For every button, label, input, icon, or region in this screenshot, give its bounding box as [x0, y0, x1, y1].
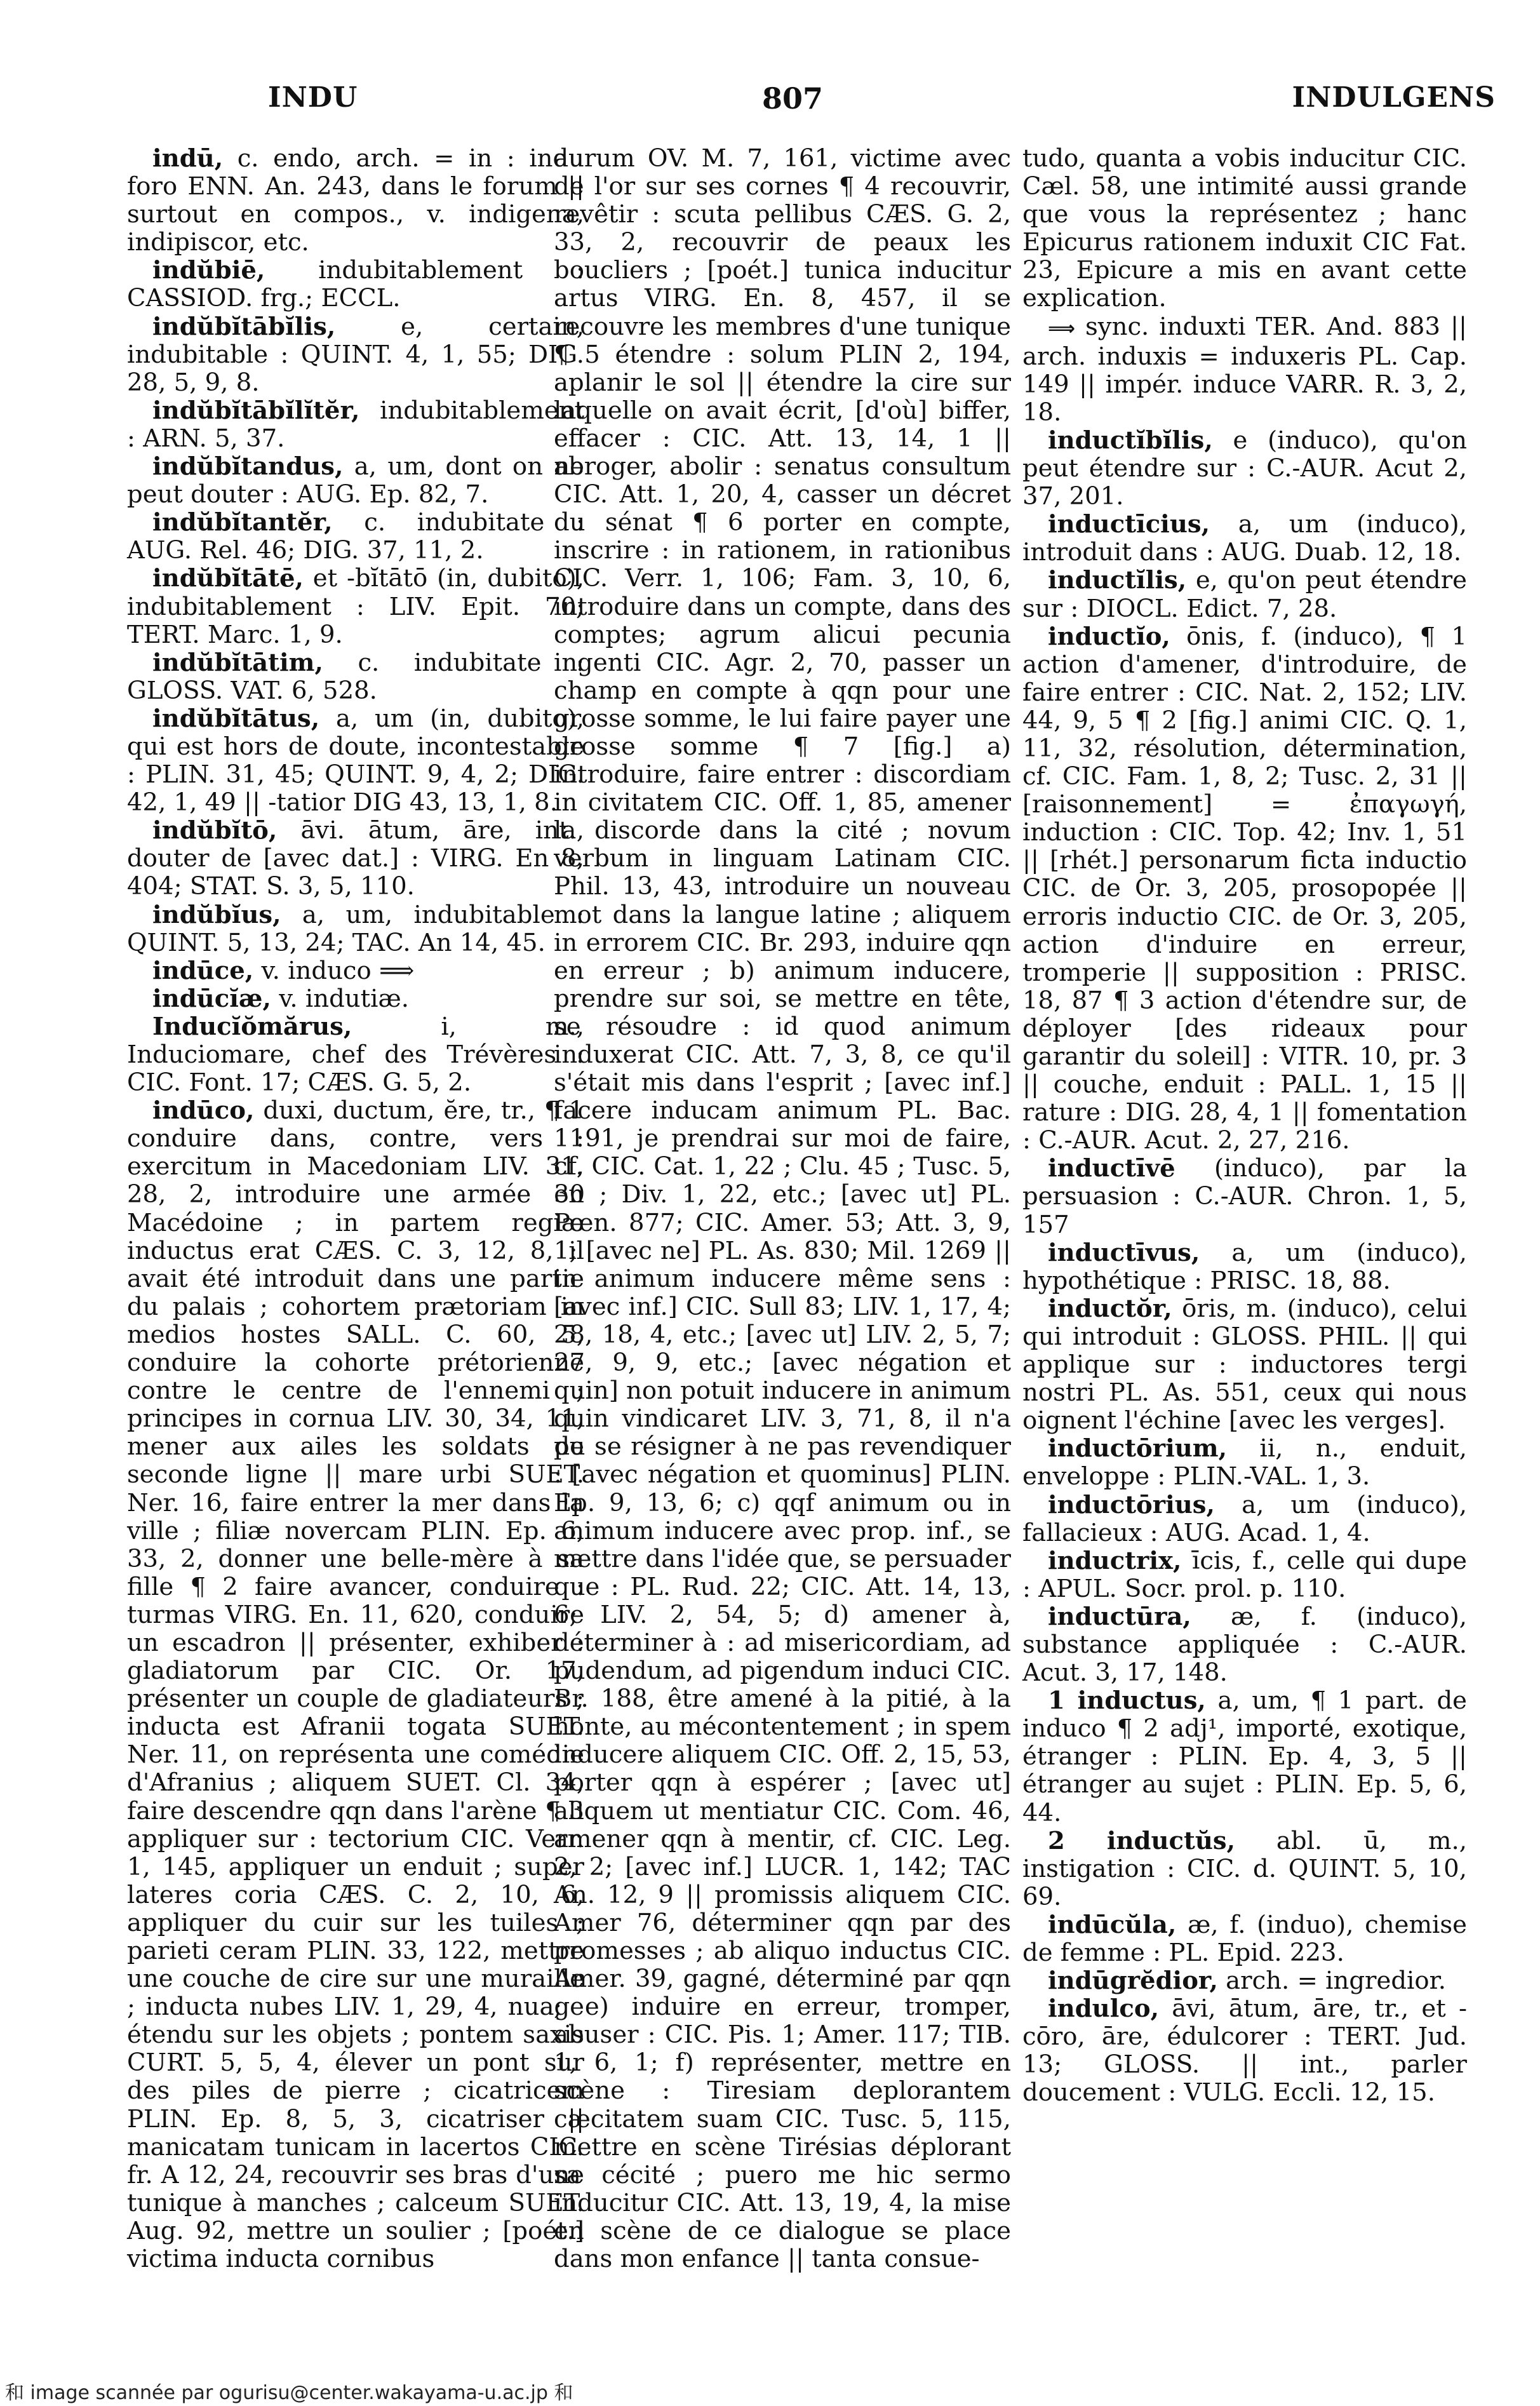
entry-body: aurum OV. M. 7, 161, victime avec de l'or sur ses cornes ¶ 4 recouvrir, revêtir : scuta pellibus CÆS. G. 2, 33, 2, recouvrir de peaux les boucliers ; [poét.] tunica inducitur artus VIRG. En. 8, 457, il se recouvre les membres d'une tunique ¶ 5 étendre : solum PLIN 2, 194, aplanir le sol || étendre la cire sur laquelle on avait écrit, [d'où] biffer, effacer : CIC. Att. 13, 14, 1 || abroger, abolir : senatus consultum CIC. Att. 1, 20, 4, casser un décret du sénat ¶ 6 porter en compte, inscrire : in rationem, in rationibus CIC. Verr. 1, 106; Fam. 3, 10, 6, introduire dans un compte, dans des comptes; agrum alicui pecunia ingenti CIC. Agr. 2, 70, passer un champ en compte à qqn pour une grosse somme, le lui faire payer une grosse somme ¶ 7 [fig.] a) introduire, faire entrer : discordiam in civitatem CIC. Off. 1, 85, amener la discorde dans la cité ; novum verbum in linguam Latinam CIC. Phil. 13, 43, introduire un nouveau mot dans la langue latine ; aliquem in errorem CIC. Br. 293, induire qqn en erreur ; b) animum inducere, prendre sur soi, se mettre en tête, se résoudre : id quod animum induxerat CIC. Att. 7, 3, 8, ce qu'il s'était mis dans l'esprit ; [avec inf.] facere inducam animum PL. Bac. 1191, je prendrai sur moi de faire, cf. CIC. Cat. 1, 22 ; Clu. 45 ; Tusc. 5, 30 ; Div. 1, 22, etc.; [avec ut] PL. Pœn. 877; CIC. Amer. 53; Att. 3, 9, 1; [avec ne] PL. As. 830; Mil. 1269 || in animum inducere même sens : [avec inf.] CIC. Sull 83; LIV. 1, 17, 4; 28, 18, 4, etc.; [avec ut] LIV. 2, 5, 7; 27, 9, 9, etc.; [avec négation et quin] non potuit inducere in animum quin vindicaret LIV. 3, 71, 8, il n'a pu se résigner à ne pas revendiquer : [avec négation et quominus] PLIN. Ep. 9, 13, 6; c) qqf animum ou in animum inducere avec prop. inf., se mettre dans l'idée que, se persuader que : PL. Rud. 22; CIC. Att. 14, 13, 6; LIV. 2, 54, 5; d) amener à, déterminer à : ad misericordiam, ad pudendum, ad pigendum induci CIC. Br. 188, être amené à la pitié, à la honte, au mécontentement ; in spem inducere aliquem CIC. Off. 2, 15, 53, porter qqn à espérer ; [avec ut] aliquem ut mentiatur CIC. Com. 46, amener qqn à mentir, cf. CIC. Leg. 2, 2; [avec inf.] LUCR. 1, 142; TAC An. 12, 9 || promissis aliquem CIC. Amer 76, déterminer qqn par des promesses ; ab aliquo inductus CIC. Amer. 39, gagné, déterminé par qqn ; e) induire en erreur, tromper, abuser : CIC. Pis. 1; Amer. 117; TIB. 1, 6, 1; f) représenter, mettre en scène : Tiresiam deplorantem cæcitatem suam CIC. Tusc. 5, 115, mettre en scène Tirésias déplorant sa cécité ; puero me hic sermo inducitur CIC. Att. 13, 19, 4, la mise en scène de ce dialogue se place dans mon enfance || tanta consue- — [554, 144, 1011, 2274]
dictionary-entry-continuation — [554, 145, 1011, 2273]
dictionary-entry — [1022, 1967, 1467, 1995]
dictionary-entry — [1022, 1155, 1467, 1239]
entry-body: indubitablement : ARN. 5, 37. — [127, 396, 584, 453]
headword: indūcŭla, — [1048, 1910, 1177, 1939]
dictionary-entry — [127, 1097, 584, 2273]
dictionary-entry — [127, 901, 584, 957]
entry-body: v. indutiæ. — [279, 984, 410, 1013]
headword: indŭbĭtō, — [152, 816, 278, 845]
headword: indŭbĭtātē, — [152, 564, 304, 593]
dictionary-entry — [127, 985, 584, 1013]
entry-body: īcis, f., celle qui dupe : APUL. Socr. prol. p. 110. — [1022, 1546, 1467, 1603]
entry-body: āvi. ātum, āre, int., douter de [avec dat.] : VIRG. En 8, 404; STAT. S. 3, 5, 110. — [127, 816, 585, 901]
dictionary-entry — [127, 509, 584, 565]
page-number: 807 — [762, 81, 824, 116]
scan-mark-right: 和 — [554, 2382, 573, 2404]
dictionary-entry — [1022, 1239, 1467, 1295]
dictionary-entry — [127, 705, 584, 817]
headword: Inducĭŏmărus, — [152, 1012, 352, 1041]
entry-body: a, um, ¶ 1 part. de induco ¶ 2 adj¹, importé, exotique, étranger : PLIN. Ep. 4, 3, 5 || étranger au sujet : PLIN. Ep. 5, 6, 44. — [1022, 1686, 1467, 1827]
running-header — [127, 81, 1496, 126]
entry-body: e (induco), qu'on peut étendre sur : C.-AUR. Acut 2, 37, 201. — [1022, 426, 1467, 511]
entry-body: c. indubitate : GLOSS. VAT. 6, 528. — [127, 648, 584, 705]
arrow-icon: ⟹ — [1048, 317, 1076, 340]
entry-body: (induco), par la persuasion : C.-AUR. Chron. 1, 5, 157 — [1022, 1154, 1467, 1239]
entry-body: a, um, dont on ne peut douter : AUG. Ep. 82, 7. — [127, 452, 584, 509]
headword: inductīvus, — [1048, 1238, 1200, 1267]
headword: inductĭo, — [1048, 622, 1170, 651]
dictionary-entry — [127, 565, 584, 649]
dictionary-entry — [1022, 1547, 1467, 1603]
headword: indŭbĭtābĭlis, — [152, 312, 336, 341]
headword: inductĭlis, — [1048, 566, 1187, 595]
headword: indŭbĭtābĭlĭtĕr, — [152, 396, 360, 425]
entry-body: a, um (in, dubito), qui est hors de doute, incontestable : PLIN. 31, 45; QUINT. 9, 4, 2; DIG. 42, 1, 49 || -tatior DIG 43, 13, 1, 8. — [127, 704, 584, 817]
entry-body: indubitablement : CASSIOD. frg.; ECCL. — [127, 256, 584, 313]
headword: indūce, — [152, 956, 254, 985]
entry-body: ōris, m. (induco), celui qui introduit : GLOSS. PHIL. || qui applique sur : inductores tergi nostri PL. As. 551, ceux qui nous oignent l'échine [avec les verges]. — [1022, 1294, 1467, 1435]
headword: indŭbĭtantĕr, — [152, 508, 333, 537]
headword: inductrix, — [1048, 1546, 1182, 1575]
entry-body: a, um (induco), hypothétique : PRISC. 18, 88. — [1022, 1238, 1468, 1295]
entry-body: i, m., Induciomare, chef des Trévères : CIC. Font. 17; CÆS. G. 5, 2. — [127, 1012, 584, 1098]
entry-body: c. indubitate : AUG. Rel. 46; DIG. 37, 11, 2. — [127, 508, 584, 565]
entry-body: abl. ū, m., instigation : CIC. d. QUINT. 5, 10, 69. — [1022, 1826, 1467, 1911]
entry-body: æ, f. (induo), chemise de femme : PL. Epid. 223. — [1022, 1910, 1467, 1967]
entry-body: et -bĭtātō (in, dubito), indubitablement : LIV. Epit. 70; TERT. Marc. 1, 9. — [127, 564, 584, 649]
headword: indŭbĭtātim, — [152, 648, 323, 677]
dictionary-entry — [127, 397, 584, 453]
entry-body: arch. = ingredior. — [1226, 1966, 1447, 1996]
dictionary-entry-continuation — [1022, 145, 1467, 313]
headword: indū, — [152, 144, 224, 173]
column-3 — [1022, 145, 1467, 2107]
headword: indŭbiē, — [152, 256, 265, 285]
dictionary-entry — [1022, 313, 1467, 427]
dictionary-entry — [127, 957, 584, 985]
column-1 — [127, 145, 584, 2273]
entry-body: duxi, ductum, ĕre, tr., ¶ 1 conduire dans, contre, vers : exercitum in Macedoniam LIV. 31, 28, 2, introduire une armée en Macédoine ; in partem regiæ inductus erat CÆS. C. 3, 12, 8, il avait été introduit dans une partie du palais ; cohortem prætoriam in medios hostes SALL. C. 60, 5, conduire la cohorte prétorienne contre le centre de l'ennemi ; principes in cornua LIV. 30, 34, 11, mener aux ailes les soldats de seconde ligne || mare urbi SUET. Ner. 16, faire entrer la mer dans la ville ; filiæ novercam PLIN. Ep. 6, 33, 2, donner une belle-mère à sa fille ¶ 2 faire avancer, conduire : turmas VIRG. En. 11, 620, conduire un escadron || présenter, exhiber : gladiatorum par CIC. Or. 17, présenter un couple de gladiateurs ; inducta est Afranii togata SUET. Ner. 11, on représenta une comédie d'Afranius ; aliquem SUET. Cl. 34, faire descendre qqn dans l'arène ¶ 3 appliquer sur : tectorium CIC. Verr. 1, 145, appliquer un enduit ; super lateres coria CÆS. C. 2, 10, 6, appliquer du cuir sur les tuiles ; parieti ceram PLIN. 33, 122, mettre une couche de cire sur une muraille ; inducta nubes LIV. 1, 29, 4, nuage étendu sur les objets ; pontem saxis CURT. 5, 5, 4, élever un pont sur des piles de pierre ; cicatricem PLIN. Ep. 8, 5, 3, cicatriser || manicatam tunicam in lacertos CIC. fr. A 12, 24, recouvrir ses bras d'une tunique à manches ; calceum SUET. Aug. 92, mettre un soulier ; [poét.] victima inducta cornibus — [127, 1096, 584, 2274]
header-right-guide-word: INDULGENS — [1292, 81, 1496, 114]
entry-body: e, certain, indubitable : QUINT. 4, 1, 55; DIG. 28, 5, 9, 8. — [127, 312, 584, 397]
dictionary-entry — [127, 453, 584, 509]
headword: inductĭbĭlis, — [1048, 426, 1213, 455]
headword: indūgrĕdior, — [1048, 1966, 1218, 1996]
dictionary-entry — [1022, 1995, 1467, 2107]
dictionary-entry — [1022, 1295, 1467, 1435]
entry-body: a, um (induco), introduit dans : AUG. Duab. 12, 18. — [1022, 510, 1467, 567]
dictionary-entry — [1022, 1687, 1467, 1827]
entry-body: ōnis, f. (induco), ¶ 1 action d'amener, d'introduire, de faire entrer : CIC. Nat. 2, 152; LIV. 44, 9, 5 ¶ 2 [fig.] animi CIC. Q. 1, 11, 32, résolution, détermination, cf. CIC. Fam. 1, 8, 2; Tusc. 2, 31 || [raisonnement] = ἐπαγωγή, induction : CIC. Top. 42; Inv. 1, 51 || [rhét.] personarum ficta inductio CIC. de Or. 3, 205, prosopopée || erroris inductio CIC. de Or. 3, 205, action d'induire en erreur, tromperie || supposition : PRISC. 18, 87 ¶ 3 action d'étendre sur, de déployer [des rideaux pour garantir du soleil] : VITR. 10, pr. 3 || couche, enduit : PALL. 1, 15 || rature : DIG. 28, 4, 1 || fomentation : C.-AUR. Acut. 2, 27, 216. — [1022, 622, 1468, 1155]
headword: indŭbĭtātus, — [152, 704, 320, 733]
headword: inductŏr, — [1048, 1294, 1172, 1323]
headword: indŭbĭtandus, — [152, 452, 344, 481]
entry-body: e, qu'on peut étendre sur : DIOCL. Edict. 7, 28. — [1022, 566, 1467, 623]
scan-credit-text: image scannée par ogurisu@center.wakayama-u.ac.jp — [30, 2382, 548, 2404]
dictionary-entry — [1022, 427, 1467, 511]
dictionary-entry — [127, 817, 584, 901]
dictionary-entry — [1022, 623, 1467, 1155]
headword: 1 inductus, — [1048, 1686, 1206, 1716]
entry-body: āvi, ātum, āre, tr., et -cōro, āre, édulcorer : TERT. Jud. 13; GLOSS. || int., parler doucement : VULG. Eccli. 12, 15. — [1022, 1994, 1467, 2107]
entry-body: tudo, quanta a vobis inducitur CIC. Cæl. 58, une intimité aussi grande que vous la représentez ; hanc Epicurus rationem induxit CIC Fat. 23, Epicure a mis en avant cette explication. — [1022, 144, 1467, 313]
entry-body: a, um, indubitable : QUINT. 5, 13, 24; TAC. An 14, 45. — [127, 900, 584, 957]
dictionary-entry — [1022, 511, 1467, 567]
headword: inductōrium, — [1048, 1434, 1228, 1463]
scan-mark-left: 和 — [5, 2382, 24, 2404]
dictionary-entry — [127, 649, 584, 705]
headword: inductīcius, — [1048, 510, 1210, 539]
headword: inductōrius, — [1048, 1490, 1215, 1519]
dictionary-entry — [1022, 1911, 1467, 1967]
dictionary-entry — [1022, 1827, 1467, 1911]
headword: indŭbĭus, — [152, 900, 281, 929]
dictionary-entry — [1022, 1491, 1467, 1547]
dictionary-entry — [127, 145, 584, 257]
entry-body: v. induco ⟹ — [261, 956, 415, 985]
dictionary-entry — [127, 257, 584, 313]
dictionary-entry — [1022, 1603, 1467, 1687]
header-left-guide-word: INDU — [268, 81, 358, 114]
entry-body: c. endo, arch. = in : indu foro ENN. An. 243, dans le forum || surtout en compos., v. indigena, indipiscor, etc. — [127, 144, 584, 257]
entry-body: æ, f. (induco), substance appliquée : C.-AUR. Acut. 3, 17, 148. — [1022, 1602, 1468, 1688]
dictionary-entry — [127, 313, 584, 397]
headword: inductūra, — [1048, 1602, 1191, 1631]
column-2 — [554, 145, 1011, 2273]
headword: indūco, — [152, 1096, 255, 1126]
entry-body: a, um (induco), fallacieux : AUG. Acad. 1, 4. — [1022, 1490, 1468, 1547]
entry-body: sync. induxti TER. And. 883 || arch. induxis = induxeris PL. Cap. 149 || impér. induce VARR. R. 3, 2, 18. — [1022, 312, 1467, 427]
entry-body: ii, n., enduit, enveloppe : PLIN.-VAL. 1, 3. — [1022, 1434, 1467, 1491]
headword: indulco, — [1048, 1994, 1160, 2024]
dictionary-entry — [1022, 1435, 1467, 1491]
headword: inductīvē — [1048, 1154, 1175, 1183]
headword: indūcĭæ, — [152, 984, 271, 1013]
dictionary-entry — [1022, 567, 1467, 622]
dictionary-entry — [127, 1013, 584, 1097]
headword: 2 inductŭs, — [1048, 1826, 1236, 1855]
scan-credit-footer — [5, 2377, 573, 2405]
